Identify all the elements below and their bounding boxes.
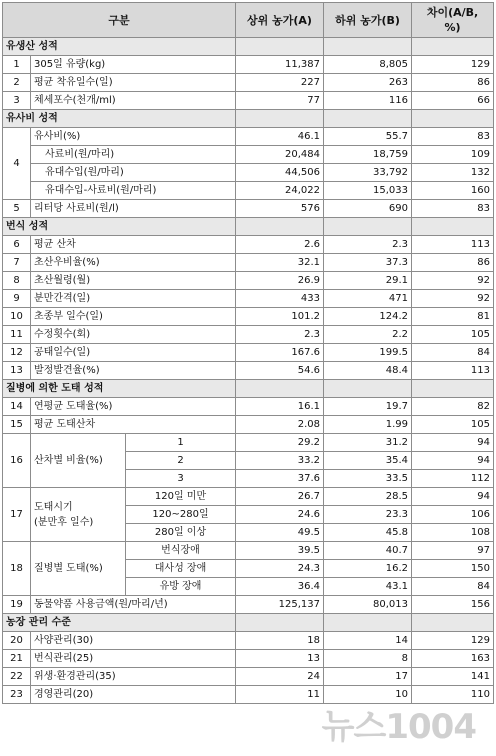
row-label: 초산월령(월) (31, 272, 236, 290)
table-row: 9 분만간격(일) 433 471 92 (3, 290, 494, 308)
table-row: 20 사양관리(30) 18 14 129 (3, 632, 494, 650)
table-row: 3 37.6 33.5 112 (3, 470, 494, 488)
table-row: 12 공태일수(일) 167.6 199.5 84 (3, 344, 494, 362)
row-label: 체세포수(천개/ml) (31, 92, 236, 110)
table-row: 16 산차별 비율(%) 1 29.2 31.2 94 (3, 434, 494, 452)
table-row: 10 초종부 일수(일) 101.2 124.2 81 (3, 308, 494, 326)
table-row: 7 초산우비율(%) 32.1 37.3 86 (3, 254, 494, 272)
row-label: 번식관리(25) (31, 650, 236, 668)
section-title: 번식 성적 (3, 218, 236, 236)
row-label: 위생·환경관리(35) (31, 668, 236, 686)
table-row: 22 위생·환경관리(35) 24 17 141 (3, 668, 494, 686)
row-label: 평균 착유일수(일) (31, 74, 236, 92)
table-row: 2 33.2 35.4 94 (3, 452, 494, 470)
header-category: 구분 (3, 3, 236, 38)
table-row: 13 발정발견율(%) 54.6 48.4 113 (3, 362, 494, 380)
section-title: 유사비 성적 (3, 110, 236, 128)
comparison-table (2, 2, 494, 704)
news-watermark: 뉴스1004 (321, 707, 476, 747)
section-title: 유생산 성적 (3, 38, 236, 56)
section-title: 농장 관리 수준 (3, 614, 236, 632)
table-row: 6 평균 산차 2.6 2.3 113 (3, 236, 494, 254)
sub-label: 1 (126, 434, 236, 452)
table-row: 5 리터당 사료비(원/l) 576 690 83 (3, 200, 494, 218)
table-row: 4 유사비(%) 46.1 55.7 83 (3, 128, 494, 146)
row-label: 평균 도태산차 (31, 416, 236, 434)
table-row: 유대수입-사료비(원/마리) 24,022 15,033 160 (3, 182, 494, 200)
sub-label: 대사성 장애 (126, 560, 236, 578)
row-label: 평균 산차 (31, 236, 236, 254)
row-label: 공태일수(일) (31, 344, 236, 362)
table-row: 21 번식관리(25) 13 8 163 (3, 650, 494, 668)
row-label: 유대수입(원/마리) (31, 164, 236, 182)
row-label: 분만간격(일) (31, 290, 236, 308)
section-row (3, 380, 494, 398)
row-label: 연평균 도태율(%) (31, 398, 236, 416)
row-label: 305일 유량(kg) (31, 56, 236, 74)
table-row: 19 동물약품 사용금액(원/마리/년) 125,137 80,013 156 (3, 596, 494, 614)
row-label: 사료비(원/마리) (31, 146, 236, 164)
table-row: 유대수입(원/마리) 44,506 33,792 132 (3, 164, 494, 182)
row-label: 발정발견율(%) (31, 362, 236, 380)
header-difference: 차이(A/B, %) (412, 3, 494, 38)
sub-label: 유방 장애 (126, 578, 236, 596)
table-row: 120~280일 24.6 23.3 106 (3, 506, 494, 524)
section-row (3, 110, 494, 128)
section-title: 질병에 의한 도태 성적 (3, 380, 236, 398)
table-row: 280일 이상 49.5 45.8 108 (3, 524, 494, 542)
table-row: 2 평균 착유일수(일) 227 263 86 (3, 74, 494, 92)
table-header-row (3, 3, 494, 38)
row-label: 유사비(%) (31, 128, 236, 146)
table-row: 3 체세포수(천개/ml) 77 116 66 (3, 92, 494, 110)
table-row: 1 305일 유량(kg) 11,387 8,805 129 (3, 56, 494, 74)
row-label: 산차별 비율(%) (31, 434, 126, 488)
header-bottom-farms: 하위 농가(B) (324, 3, 412, 38)
header-top-farms: 상위 농가(A) (236, 3, 324, 38)
row-label: 유대수입-사료비(원/마리) (31, 182, 236, 200)
row-label: 질병별 도태(%) (31, 542, 126, 596)
table-row: 8 초산월령(월) 26.9 29.1 92 (3, 272, 494, 290)
row-label: 도태시기 (분만후 일수) (31, 488, 126, 542)
sub-label: 2 (126, 452, 236, 470)
row-label: 초종부 일수(일) (31, 308, 236, 326)
table-row: 11 수정횟수(회) 2.3 2.2 105 (3, 326, 494, 344)
sub-label: 번식장애 (126, 542, 236, 560)
section-row (3, 38, 494, 56)
sub-label: 3 (126, 470, 236, 488)
table-row: 23 경영관리(20) 11 10 110 (3, 686, 494, 704)
row-label: 동물약품 사용금액(원/마리/년) (31, 596, 236, 614)
sub-label: 280일 이상 (126, 524, 236, 542)
table-row: 유방 장애 36.4 43.1 84 (3, 578, 494, 596)
row-label: 수정횟수(회) (31, 326, 236, 344)
table-row: 17 도태시기 (분만후 일수) 120일 미만 26.7 28.5 94 (3, 488, 494, 506)
table-row: 14 연평균 도태율(%) 16.1 19.7 82 (3, 398, 494, 416)
table-row: 대사성 장애 24.3 16.2 150 (3, 560, 494, 578)
section-row (3, 614, 494, 632)
row-label: 사양관리(30) (31, 632, 236, 650)
sub-label: 120일 미만 (126, 488, 236, 506)
table-row: 사료비(원/마리) 20,484 18,759 109 (3, 146, 494, 164)
table-row: 15 평균 도태산차 2.08 1.99 105 (3, 416, 494, 434)
row-label: 경영관리(20) (31, 686, 236, 704)
section-row (3, 218, 494, 236)
row-label: 초산우비율(%) (31, 254, 236, 272)
row-label: 리터당 사료비(원/l) (31, 200, 236, 218)
table-row: 18 질병별 도태(%) 번식장애 39.5 40.7 97 (3, 542, 494, 560)
sub-label: 120~280일 (126, 506, 236, 524)
